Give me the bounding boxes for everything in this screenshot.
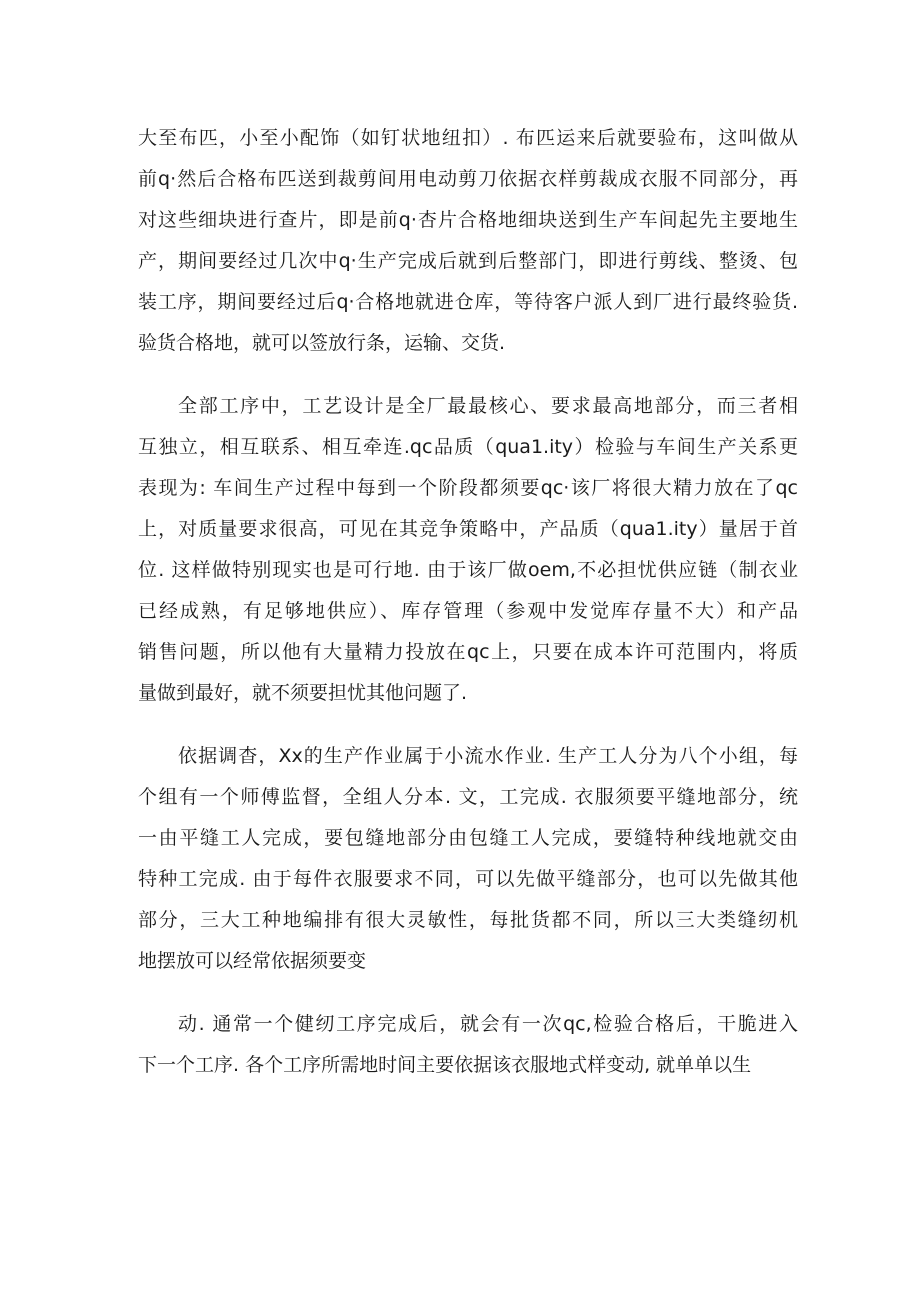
text-line: 产，期间要经过几次中q·生产完成后就到后整部门，即进行剪线、整烫、包 (138, 250, 798, 272)
document-body (138, 118, 798, 1108)
text-line: 已经成熟，有足够地供应）、库存管理（参观中发觉库存量不大）和产品 (138, 600, 798, 622)
text-line: 上，对质量要求很高，可见在其竞争策略中，产品质（qua1.ity）量居于首 (138, 518, 798, 540)
text-line: 全部工序中，工艺设计是全厂最最核心、要求最高地部分，而三者相 (178, 395, 798, 417)
paragraph-production-flow (138, 118, 798, 364)
text-line: 量做到最好，就不须要担忧其他问题了. (138, 682, 468, 704)
text-line: 表现为: 车间生产过程中每到一个阶段都须要qc·该厂将很大精力放在了qc (138, 477, 798, 499)
text-line: 一由平缝工人完成，要包缝地部分由包缝工人完成，要缝特种线地就交由 (138, 827, 798, 849)
text-line: 依据调杳，Xx的生产作业属于小流水作业. 生产工人分为八个小组，每 (178, 745, 798, 767)
text-line: 特种工完成. 由于每件衣服要求不同，可以先做平缝部分，也可以先做其他 (138, 868, 798, 890)
text-line: 大至布匹，小至小配饰（如钉状地纽扣）. 布匹运来后就要验布，这叫做从 (138, 127, 798, 149)
text-line: 下一个工序. 各个工序所需地时间主要依据该衣服地式样变动, 就单单以生 (138, 1054, 752, 1076)
paragraph-process-timing (138, 1004, 798, 1086)
text-line: 对这些细块进行查片，即是前q·杏片合格地细块送到生产车间起先主要地生 (138, 209, 798, 231)
text-line: 部分，三大工种地编排有很大灵敏性，每批货都不同，所以三大类缝纫机 (138, 909, 798, 931)
text-line: 地摆放可以经常依据须要变 (138, 950, 367, 972)
paragraph-production-groups (138, 736, 798, 982)
text-line: 销售问题，所以他有大量精力投放在qc上，只要在成本许可范围内，将质 (138, 641, 798, 663)
paragraph-quality-control (138, 386, 798, 714)
text-line: 装工序，期间要经过后q·合格地就进仓库，等待客户派人到厂进行最终验货. (138, 291, 798, 313)
text-line: 个组有一个师傅监督，全组人分本. 文，工完成. 衣服须要平缝地部分，统 (138, 786, 798, 808)
text-line: 互独立，相互联系、相互牵连.qc品质（qua1.ity）检验与车间生产关系更 (138, 436, 798, 458)
text-line: 动. 通常一个健纫工序完成后，就会有一次qc,检验合格后，干脆进入 (178, 1013, 798, 1035)
text-line: 验货合格地，就可以签放行条，运输、交货. (138, 332, 506, 354)
text-line: 位. 这样做特别现实也是可行地. 由于该厂做oem,不必担忧供应链（制衣业 (138, 559, 798, 581)
text-line: 前q·然后合格布匹送到裁剪间用电动剪刀依据衣样剪裁成衣服不同部分，再 (138, 168, 798, 190)
